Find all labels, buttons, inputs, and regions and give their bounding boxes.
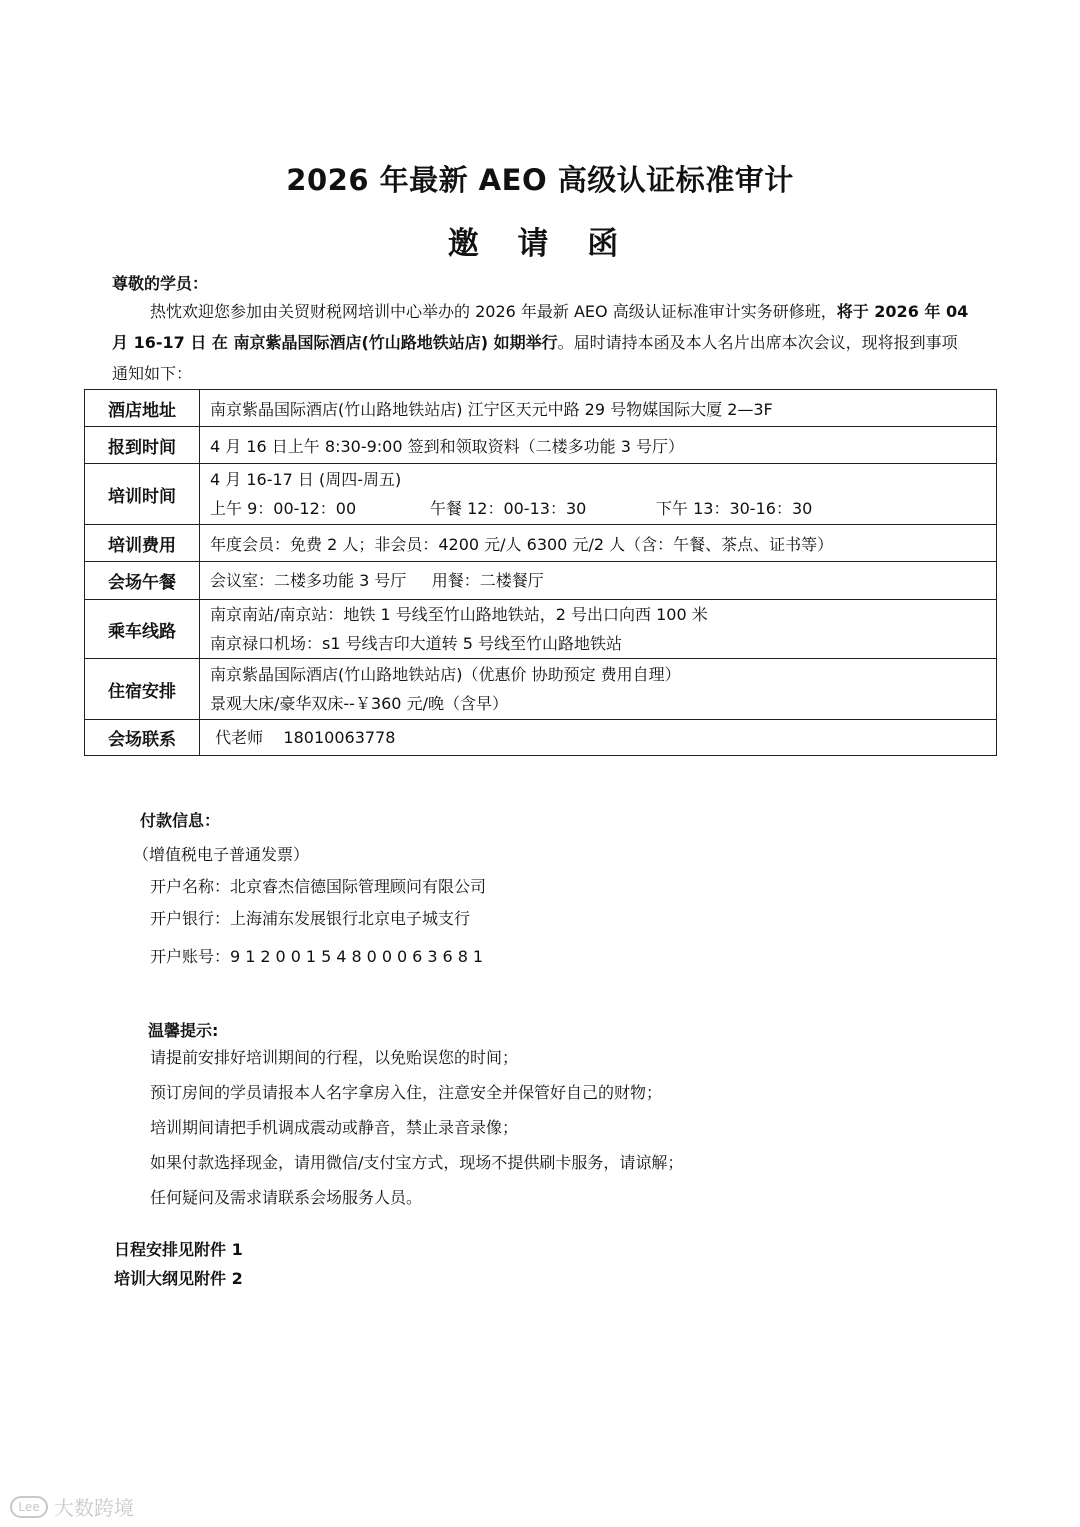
checkin-value: 4 月 16 日上午 8:30-9:00 签到和领取资料（二楼多功能 3 号厅） (200, 427, 997, 464)
hotel-value: 南京紫晶国际酒店(竹山路地铁站店) 江宁区天元中路 29 号物媒国际大厦 2—3F (200, 390, 997, 427)
account-number: 91200154800063681 (230, 947, 489, 966)
intro-text-bold: 将于 2026 年 04 月 16-17 日 在 南京紫晶国际酒店(竹山路地铁站店) 如期举行 (112, 302, 969, 352)
training-dates: 4 月 16-17 日 (周四-周五) (210, 470, 402, 489)
tips-title: 温馨提示: (148, 1021, 219, 1040)
venue-lunch-key: 会场午餐 (85, 562, 200, 600)
document-subtitle: 邀 请 函 (447, 226, 633, 262)
venue-lunch-value: 会议室：二楼多功能 3 号厅 用餐：二楼餐厅 (210, 571, 544, 590)
watermark-logo-icon: Lee (10, 1496, 48, 1518)
list-item: 如果付款选择现金，请用微信/支付宝方式，现场不提供刷卡服务，请谅解； (150, 1153, 684, 1172)
table-row-training-time (85, 464, 997, 525)
lodging-line-1: 南京紫晶国际酒店(竹山路地铁站店)（优惠价 协助预定 费用自理） (210, 665, 681, 684)
table-row-contact (85, 720, 997, 756)
invoice-type: （增值税电子普通发票） (133, 845, 310, 864)
lunch-session: 午餐 12：00-13：30 (430, 499, 587, 518)
watermark-text: 大数跨境 (54, 1496, 134, 1520)
intro-text-1: 热忱欢迎您参加由关贸财税网培训中心举办的 2026 年最新 AEO 高级认证标准审计实务研修班， (150, 302, 837, 321)
attachment-2: 培训大纲见附件 2 (114, 1269, 243, 1288)
contact-key: 会场联系 (85, 720, 200, 756)
account-name: 开户名称：北京睿杰信德国际管理顾问有限公司 (150, 877, 487, 896)
table-row-hotel (85, 390, 997, 427)
table-row-venue-lunch (85, 562, 997, 600)
greeting: 尊敬的学员： (112, 274, 209, 293)
watermark (10, 1492, 134, 1521)
table-row-route (85, 600, 997, 659)
afternoon-session: 下午 13：30-16：30 (656, 499, 813, 518)
document-title: 2026 年最新 AEO 高级认证标准审计 (286, 163, 794, 197)
route-key: 乘车线路 (85, 600, 200, 659)
lodging-key: 住宿安排 (85, 659, 200, 720)
bank-name: 开户银行：上海浦东发展银行北京电子城支行 (150, 909, 471, 928)
payment-title: 付款信息： (140, 811, 221, 830)
table-row-checkin (85, 427, 997, 464)
training-schedule (210, 494, 996, 523)
table-row-lodging (85, 659, 997, 720)
hotel-key: 酒店地址 (85, 390, 200, 427)
fee-key: 培训费用 (85, 525, 200, 562)
info-table (84, 389, 997, 756)
list-item: 预订房间的学员请报本人名字拿房入住，注意安全并保管好自己的财物； (150, 1083, 663, 1102)
checkin-key: 报到时间 (85, 427, 200, 464)
table-row-fee (85, 525, 997, 562)
lodging-line-2: 景观大床/豪华双床--￥360 元/晚（含早） (210, 694, 508, 713)
intro-paragraph (112, 296, 972, 389)
list-item: 培训期间请把手机调成震动或静音，禁止录音录像； (150, 1118, 519, 1137)
training-time-key: 培训时间 (85, 464, 200, 525)
list-item: 任何疑问及需求请联系会场服务人员。 (150, 1188, 423, 1207)
route-line-2: 南京禄口机场：s1 号线吉印大道转 5 号线至竹山路地铁站 (210, 634, 622, 653)
morning-session: 上午 9：00-12：00 (210, 499, 357, 518)
attachment-1: 日程安排见附件 1 (114, 1240, 243, 1259)
intro-text-2: 。届时请持本函及本人名片出席本次会议，现将报到事项通知如下： (112, 333, 958, 383)
training-time-value (200, 464, 997, 525)
tips-list (150, 1040, 683, 1215)
contact-value: 代老师 18010063778 (210, 728, 396, 747)
account-label: 开户账号： (150, 947, 231, 966)
fee-value: 年度会员：免费 2 人；非会员：4200 元/人 6300 元/2 人（含：午餐、茶点、证书等） (200, 525, 997, 562)
account-number-row (150, 944, 488, 967)
route-line-1: 南京南站/南京站：地铁 1 号线至竹山路地铁站，2 号出口向西 100 米 (210, 605, 708, 624)
list-item: 请提前安排好培训期间的行程，以免贻误您的时间； (150, 1048, 519, 1067)
